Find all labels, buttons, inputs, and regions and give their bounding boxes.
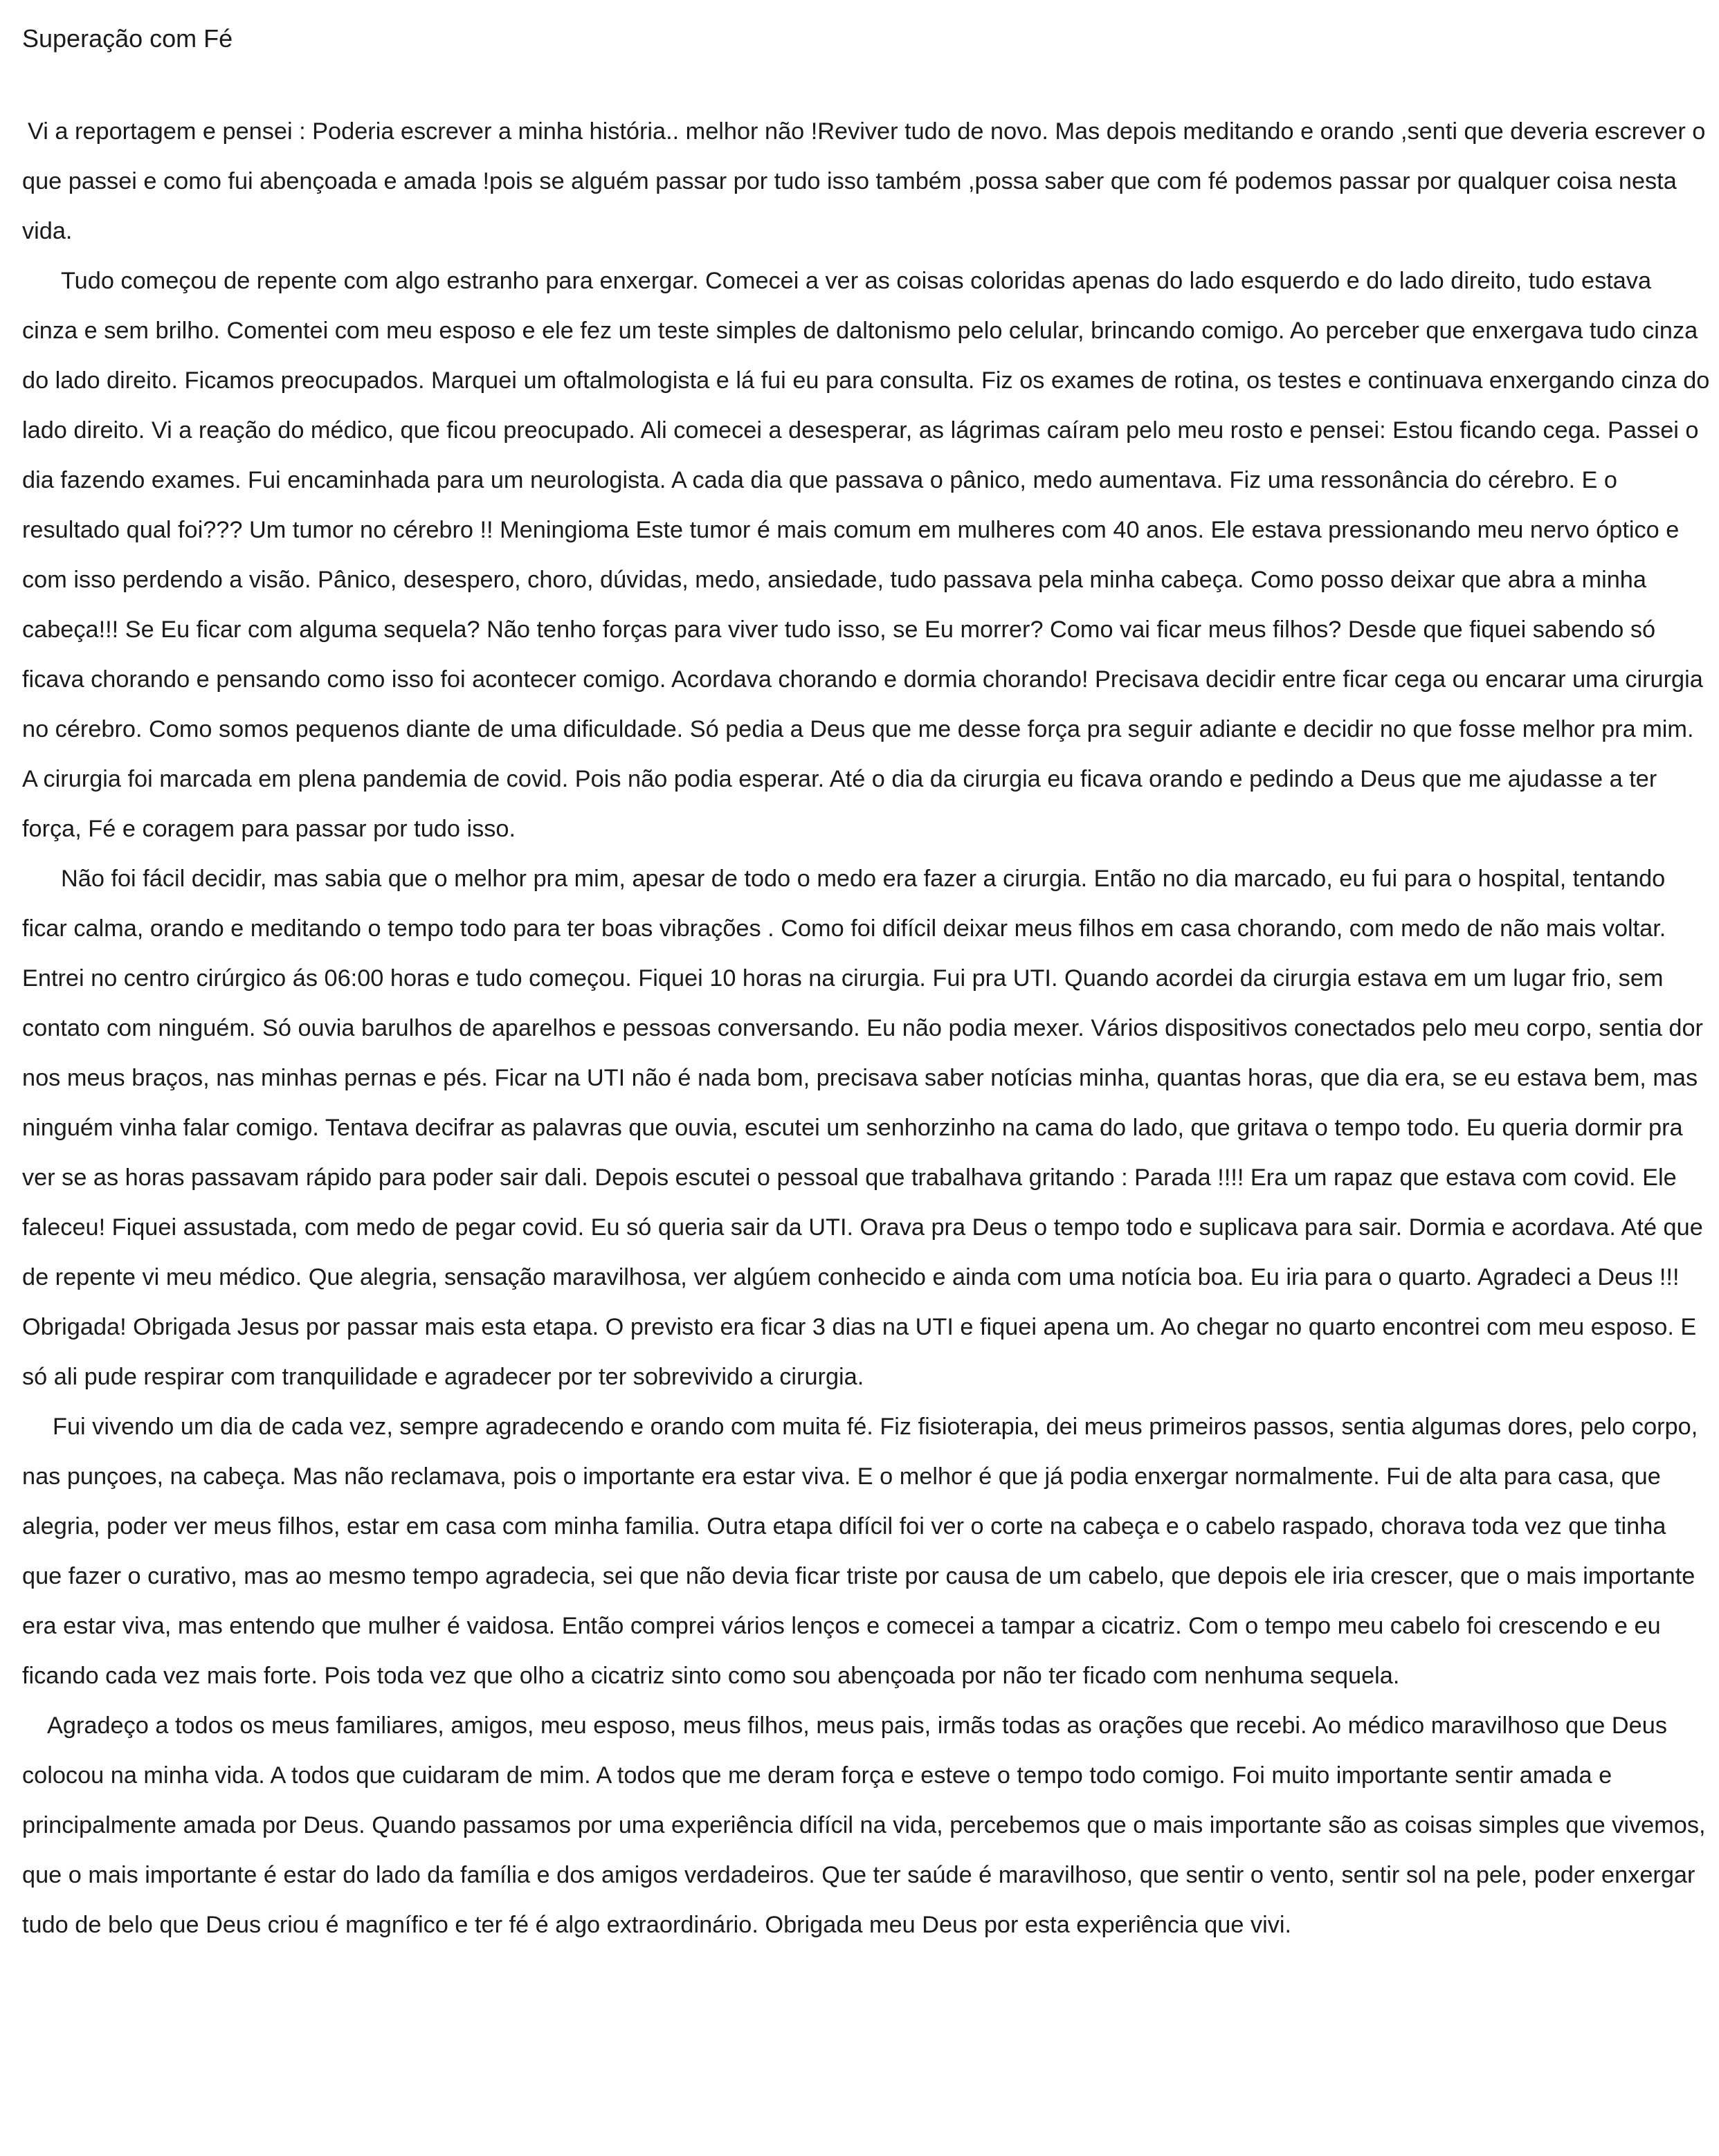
- paragraph-gratitude: Agradeço a todos os meus familiares, amigos, meu esposo, meus filhos, meus pais, irmãs todas as orações que recebi. Ao médico maravilhoso que Deus colocou na minha vida. A todos que cuidaram de mim. A todos que me deram força e esteve o tempo todo comigo. Foi muito importante sentir amada e principalmente amada por Deus. Quando passamos por uma experiência difícil na vida, percebemos que o mais importante são as coisas simples que vivemos, que o mais importante é estar do lado da família e dos amigos verdadeiros. Que ter saúde é maravilhoso, que sentir o vento, sentir sol na pele, poder enxergar tudo de belo que Deus criou é magnífico e ter fé é algo extraordinário. Obrigada meu Deus por esta experiência que vivi.: [22, 1712, 1706, 1938]
- paragraph-intro: Vi a reportagem e pensei : Poderia escrever a minha história.. melhor não !Reviver tudo de novo. Mas depois meditando e orando ,senti que deveria escrever o que passei e como fui abençoada e amada !pois se alguém passar por tudo isso também ,possa saber que com fé podemos passar por qualquer coisa nesta vida.: [22, 118, 1706, 244]
- paragraph-diagnosis: Tudo começou de repente com algo estranho para enxergar. Comecei a ver as coisas coloridas apenas do lado esquerdo e do lado direito, tudo estava cinza e sem brilho. Comentei com meu esposo e ele fez um teste simples de daltonismo pelo celular, brincando comigo. Ao perceber que enxergava tudo cinza do lado direito. Ficamos preocupados. Marquei um oftalmologista e lá fui eu para consulta. Fiz os exames de rotina, os testes e continuava enxergando cinza do lado direito. Vi a reação do médico, que ficou preocupado. Ali comecei a desesperar, as lágrimas caíram pelo meu rosto e pensei: Estou ficando cega. Passei o dia fazendo exames. Fui encaminhada para um neurologista. A cada dia que passava o pânico, medo aumentava. Fiz uma ressonância do cérebro. E o resultado qual foi??? Um tumor no cérebro !! Meningioma Este tumor é mais comum em mulheres com 40 anos. Ele estava pressionando meu nervo óptico e com isso perdendo a visão. Pânico, desespero, choro, dúvidas, medo, ansiedade, tudo passava pela minha cabeça. Como posso deixar que abra a minha cabeça!!! Se Eu ficar com alguma sequela? Não tenho forças para viver tudo isso, se Eu morrer? Como vai ficar meus filhos? Desde que fiquei sabendo só ficava chorando e pensando como isso foi acontecer comigo. Acordava chorando e dormia chorando! Precisava decidir entre ficar cega ou encarar uma cirurgia no cérebro. Como somos pequenos diante de uma dificuldade. Só pedia a Deus que me desse força pra seguir adiante e decidir no que fosse melhor pra mim. A cirurgia foi marcada em plena pandemia de covid. Pois não podia esperar. Até o dia da cirurgia eu ficava orando e pedindo a Deus que me ajudasse a ter força, Fé e coragem para passar por tudo isso.: [22, 268, 1710, 842]
- paragraph-surgery: Não foi fácil decidir, mas sabia que o melhor pra mim, apesar de todo o medo era fazer a cirurgia. Então no dia marcado, eu fui para o hospital, tentando ficar calma, orando e meditando o tempo todo para ter boas vibrações . Como foi difícil deixar meus filhos em casa chorando, com medo de não mais voltar. Entrei no centro cirúrgico ás 06:00 horas e tudo começou. Fiquei 10 horas na cirurgia. Fui pra UTI. Quando acordei da cirurgia estava em um lugar frio, sem contato com ninguém. Só ouvia barulhos de aparelhos e pessoas conversando. Eu não podia mexer. Vários dispositivos conectados pelo meu corpo, sentia dor nos meus braços, nas minhas pernas e pés. Ficar na UTI não é nada bom, precisava saber notícias minha, quantas horas, que dia era, se eu estava bem, mas ninguém vinha falar comigo. Tentava decifrar as palavras que ouvia, escutei um senhorzinho na cama do lado, que gritava o tempo todo. Eu queria dormir pra ver se as horas passavam rápido para poder sair dali. Depois escutei o pessoal que trabalhava gritando : Parada !!!! Era um rapaz que estava com covid. Ele faleceu! Fiquei assustada, com medo de pegar covid. Eu só queria sair da UTI. Orava pra Deus o tempo todo e suplicava para sair. Dormia e acordava. Até que de repente vi meu médico. Que alegria, sensação maravilhosa, ver algúem conhecido e ainda com uma notícia boa. Eu iria para o quarto. Agradeci a Deus !!! Obrigada! Obrigada Jesus por passar mais esta etapa. O previsto era ficar 3 dias na UTI e fiquei apena um. Ao chegar no quarto encontrei com meu esposo. E só ali pude respirar com tranquilidade e agradecer por ter sobrevivido a cirurgia.: [22, 866, 1703, 1390]
- document-page: [22, 19, 1711, 1950]
- paragraph-recovery: Fui vivendo um dia de cada vez, sempre agradecendo e orando com muita fé. Fiz fisioterapia, dei meus primeiros passos, sentia algumas dores, pelo corpo, nas punçoes, na cabeça. Mas não reclamava, pois o importante era estar viva. E o melhor é que já podia enxergar normalmente. Fui de alta para casa, que alegria, poder ver meus filhos, estar em casa com minha familia. Outra etapa difícil foi ver o corte na cabeça e o cabelo raspado, chorava toda vez que tinha que fazer o curativo, mas ao mesmo tempo agradecia, sei que não devia ficar triste por causa de um cabelo, que depois ele iria crescer, que o mais importante era estar viva, mas entendo que mulher é vaidosa. Então comprei vários lenços e comecei a tampar a cicatriz. Com o tempo meu cabelo foi crescendo e eu ficando cada vez mais forte. Pois toda vez que olho a cicatriz sinto como sou abençoada por não ter ficado com nenhuma sequela.: [22, 1414, 1698, 1689]
- document-title: Superação com Fé: [22, 24, 233, 53]
